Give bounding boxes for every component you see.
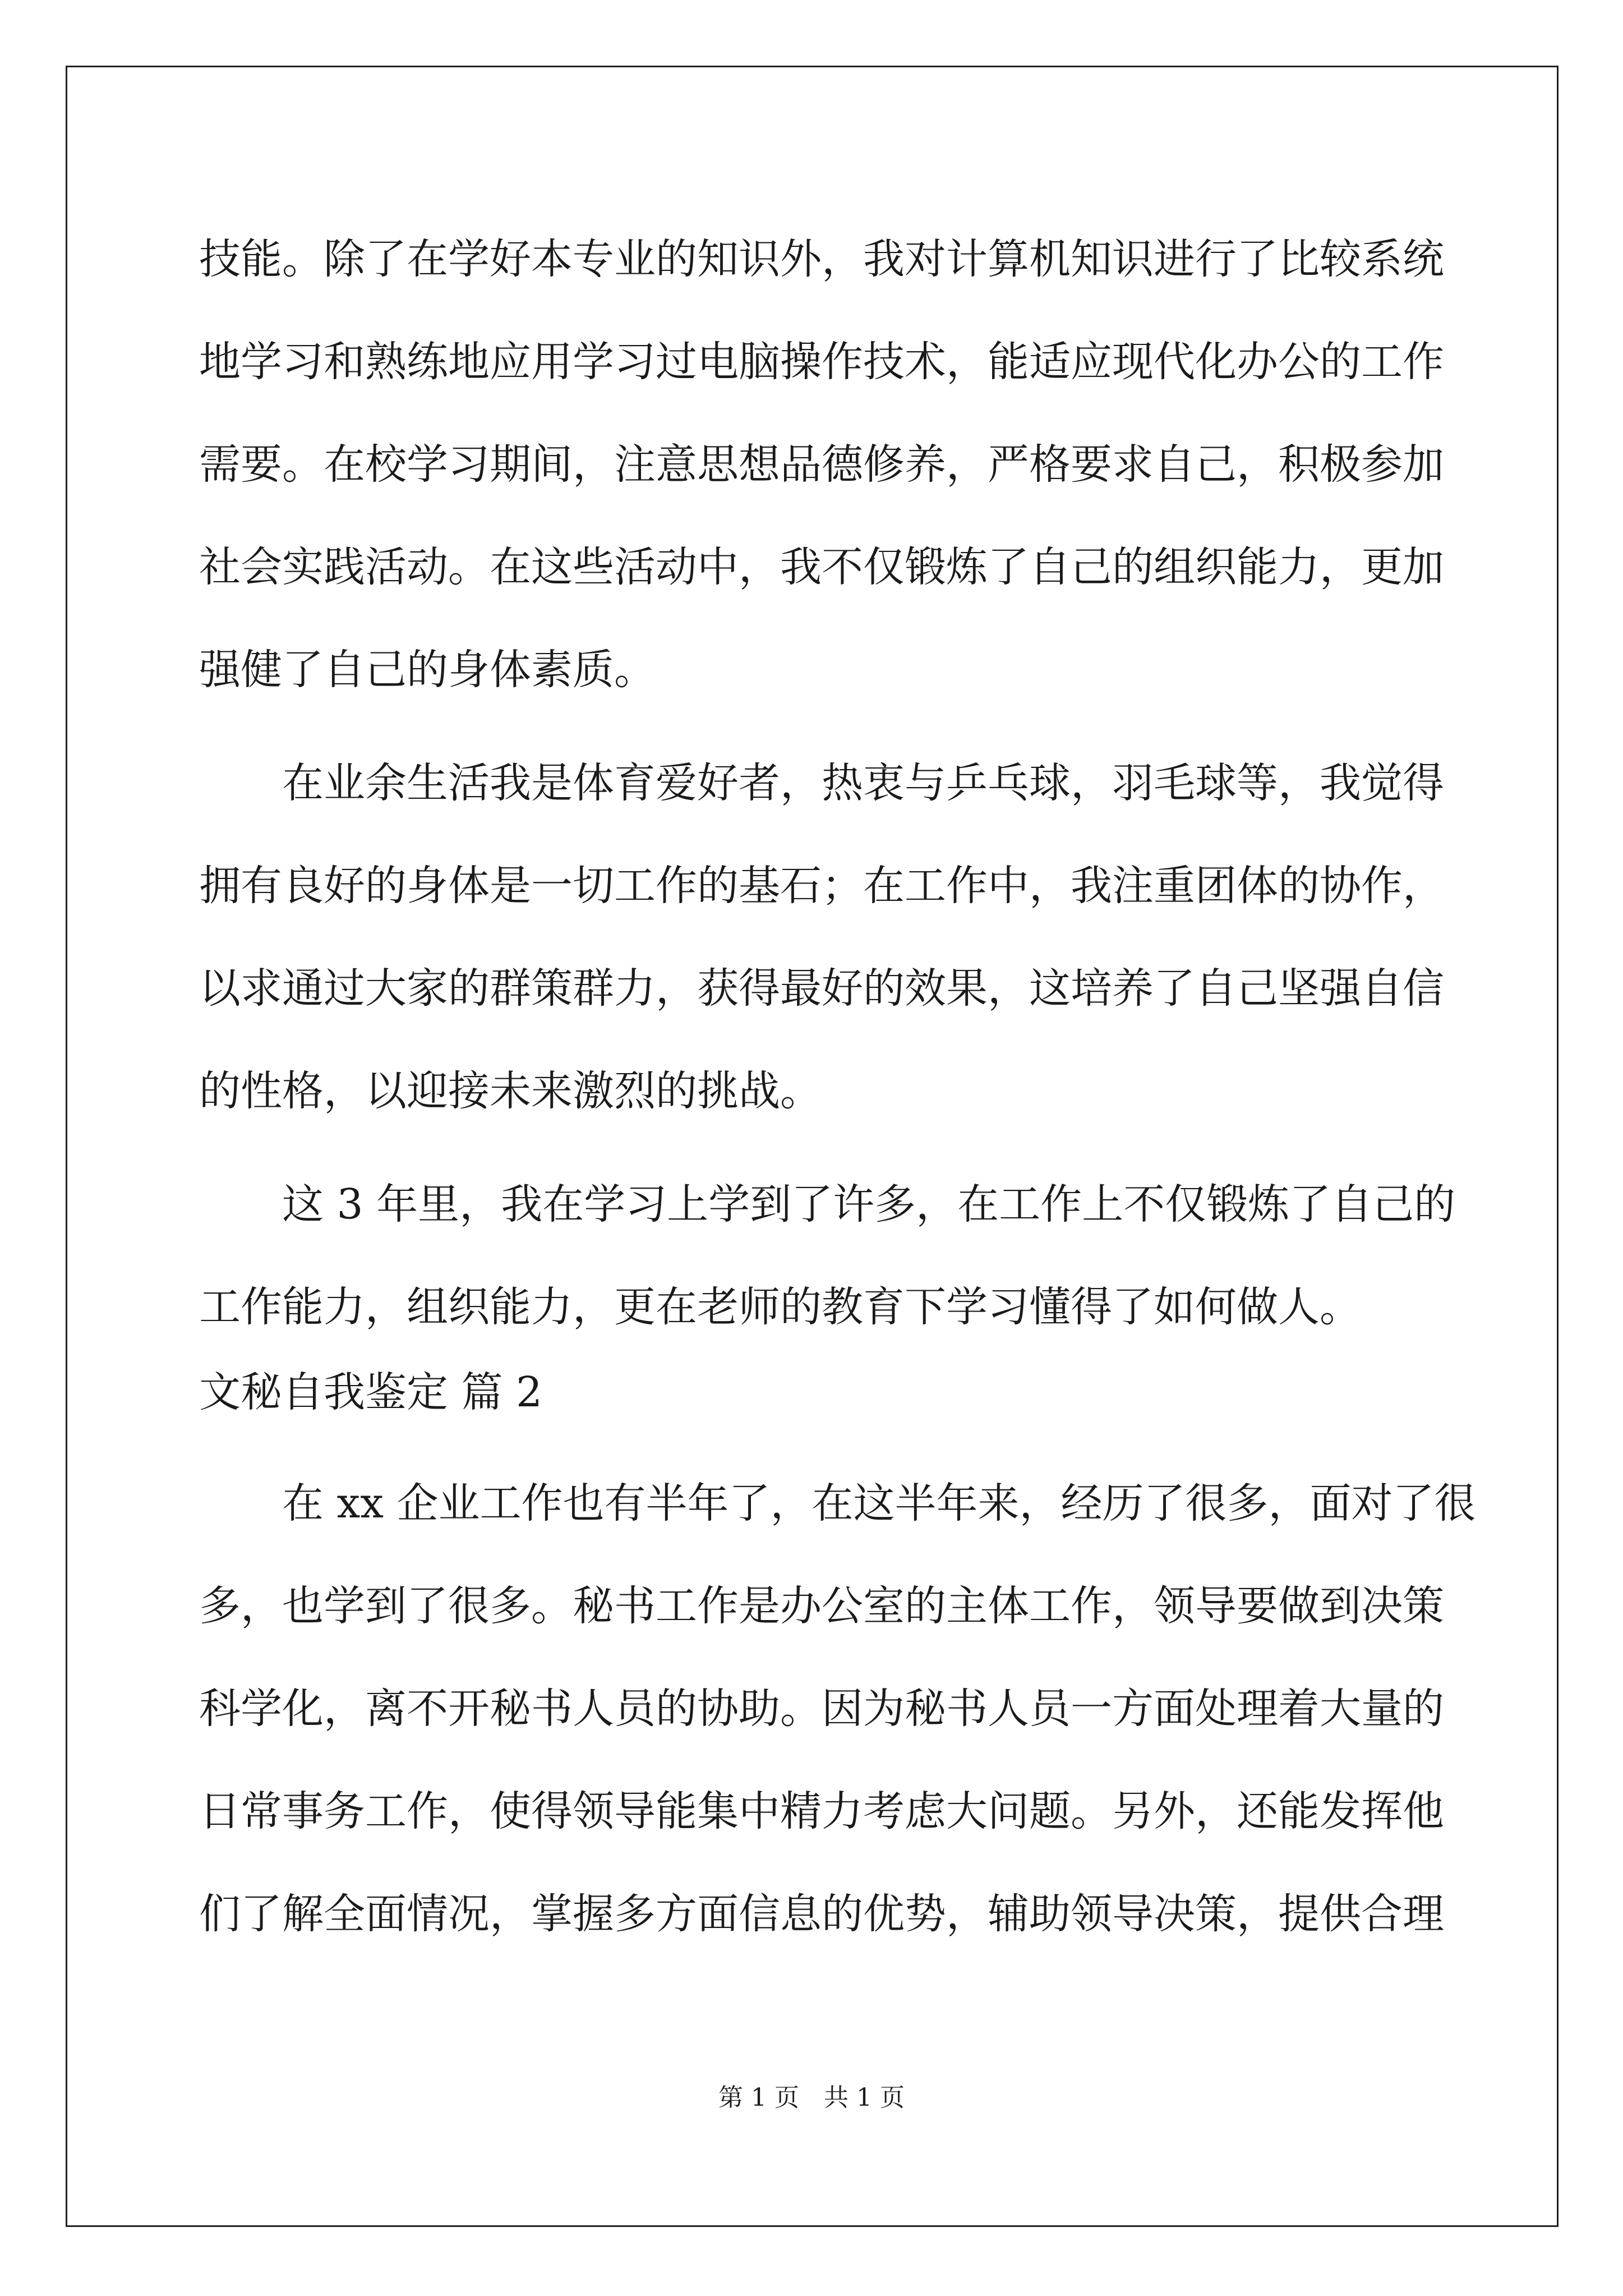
section-heading: 文秘自我鉴定 篇 2	[199, 1368, 543, 1416]
paragraph-line: 在 xx 企业工作也有半年了，在这半年来，经历了很多，面对了很	[282, 1479, 1476, 1527]
paragraph-line: 在业余生活我是体育爱好者，热衷与乒乓球，羽毛球等，我觉得	[282, 759, 1444, 807]
paragraph-line: 工作能力，组织能力，更在老师的教育下学习懂得了如何做人。	[199, 1283, 1361, 1331]
paragraph-line: 地学习和熟练地应用学习过电脑操作技术，能适应现代化办公的工作	[199, 338, 1444, 386]
paragraph-line: 拥有良好的身体是一切工作的基石；在工作中，我注重团体的协作，	[199, 862, 1444, 910]
paragraph-line: 多，也学到了很多。秘书工作是办公室的主体工作，领导要做到决策	[199, 1582, 1444, 1630]
paragraph-line: 强健了自己的身体素质。	[199, 646, 656, 694]
paragraph-line: 的性格，以迎接未来激烈的挑战。	[199, 1067, 822, 1115]
paragraph-line: 们了解全面情况，掌握多方面信息的优势，辅助领导决策，提供合理	[199, 1890, 1444, 1938]
paragraph-line: 以求通过大家的群策群力，获得最好的效果，这培养了自己坚强自信	[199, 964, 1444, 1013]
paragraph-line: 科学化，离不开秘书人员的协助。因为秘书人员一方面处理着大量的	[199, 1685, 1444, 1733]
paragraph-line: 需要。在校学习期间，注意思想品德修养，严格要求自己，积极参加	[199, 440, 1444, 489]
page-footer: 第 1 页 共 1 页	[718, 2083, 905, 2112]
paragraph-line: 社会实践活动。在这些活动中，我不仅锻炼了自己的组织能力，更加	[199, 543, 1444, 591]
paragraph-line: 技能。除了在学好本专业的知识外，我对计算机知识进行了比较系统	[199, 235, 1444, 283]
paragraph-line: 这 3 年里，我在学习上学到了许多，在工作上不仅锻炼了自己的	[282, 1180, 1456, 1228]
paragraph-line: 日常事务工作，使得领导能集中精力考虑大问题。另外，还能发挥他	[199, 1787, 1444, 1835]
